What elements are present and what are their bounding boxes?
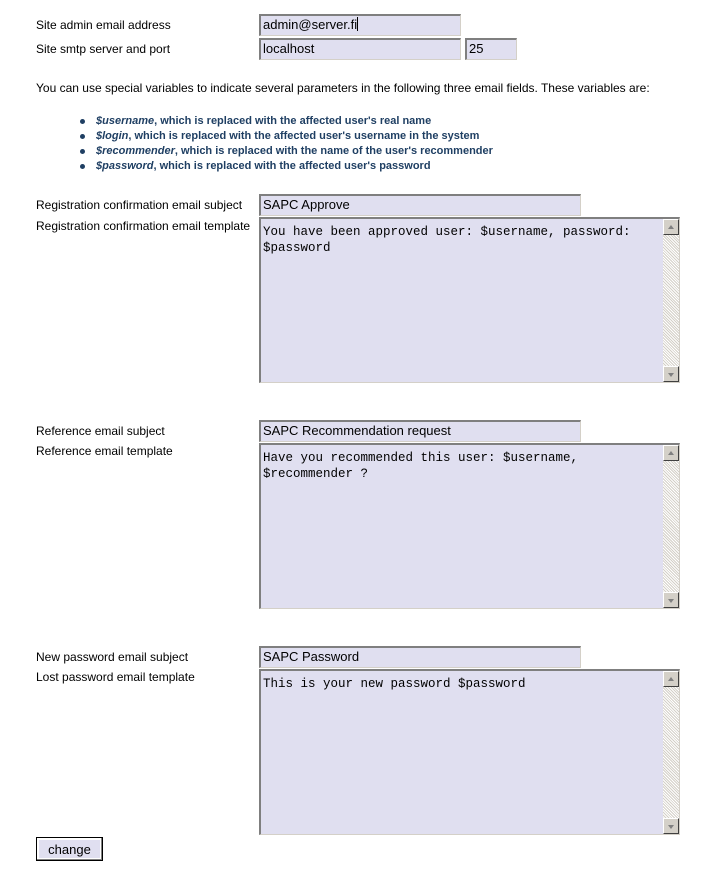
variables-list xyxy=(80,114,493,174)
registration-subject-value: SAPC Approve xyxy=(263,197,350,212)
password-subject-label: New password email subject xyxy=(36,650,189,664)
variable-description: , which is replaced with the affected user's password xyxy=(153,160,431,172)
password-subject-value: SAPC Password xyxy=(263,649,360,664)
reference-template-text: Have you recommended this user: $username, $recommender ? xyxy=(263,451,586,481)
scroll-down-arrow-icon[interactable] xyxy=(663,818,679,834)
scroll-up-arrow-icon[interactable] xyxy=(663,445,679,461)
reference-subject-value: SAPC Recommendation request xyxy=(263,423,451,438)
registration-template-text: You have been approved user: $username, password: $password xyxy=(263,225,639,255)
bullet-icon xyxy=(80,119,85,124)
password-template-text: This is your new password $password xyxy=(263,677,526,691)
password-template-label: Lost password email template xyxy=(36,670,195,684)
list-item xyxy=(80,159,493,174)
text-caret xyxy=(357,17,358,31)
registration-template-textarea[interactable] xyxy=(259,217,680,383)
registration-template-label: Registration confirmation email template xyxy=(36,219,251,233)
variable-name: $login xyxy=(96,130,129,142)
smtp-port-input[interactable] xyxy=(465,38,517,60)
scrollbar[interactable] xyxy=(663,219,679,382)
password-template-textarea[interactable] xyxy=(259,669,680,835)
list-item xyxy=(80,114,493,129)
admin-email-input[interactable] xyxy=(259,14,461,36)
scroll-up-arrow-icon[interactable] xyxy=(663,219,679,235)
scroll-up-arrow-icon[interactable] xyxy=(663,671,679,687)
variable-description: , which is replaced with the affected user's real name xyxy=(154,115,432,127)
registration-subject-label: Registration confirmation email subject xyxy=(36,198,243,212)
variable-description: , which is replaced with the name of the user's recommender xyxy=(174,145,493,157)
scroll-down-arrow-icon[interactable] xyxy=(663,592,679,608)
variable-name: $username xyxy=(96,115,155,127)
scroll-down-arrow-icon[interactable] xyxy=(663,366,679,382)
bullet-icon xyxy=(80,164,85,169)
variable-name: $password xyxy=(96,160,154,172)
admin-email-label: Site admin email address xyxy=(36,18,171,32)
smtp-server-input[interactable] xyxy=(259,38,461,60)
variable-description: , which is replaced with the affected user's username in the system xyxy=(128,130,480,142)
bullet-icon xyxy=(80,134,85,139)
list-item xyxy=(80,129,493,144)
smtp-server-value: localhost xyxy=(263,41,315,56)
reference-subject-label: Reference email subject xyxy=(36,424,165,438)
scrollbar[interactable] xyxy=(663,445,679,608)
smtp-port-value: 25 xyxy=(469,41,484,56)
password-subject-input[interactable] xyxy=(259,646,581,668)
smtp-server-label: Site smtp server and port xyxy=(36,42,171,56)
registration-subject-input[interactable] xyxy=(259,194,581,216)
scrollbar[interactable] xyxy=(663,671,679,834)
bullet-icon xyxy=(80,149,85,154)
variables-intro-text: You can use special variables to indicate several parameters in the following three email fields. These variables are: xyxy=(36,81,650,95)
reference-template-textarea[interactable] xyxy=(259,443,680,609)
reference-template-label: Reference email template xyxy=(36,444,173,458)
variable-name: $recommender xyxy=(96,145,175,157)
reference-subject-input[interactable] xyxy=(259,420,581,442)
change-button[interactable]: change xyxy=(36,837,103,861)
list-item xyxy=(80,144,493,159)
admin-email-value: admin@server.fi xyxy=(263,17,358,32)
